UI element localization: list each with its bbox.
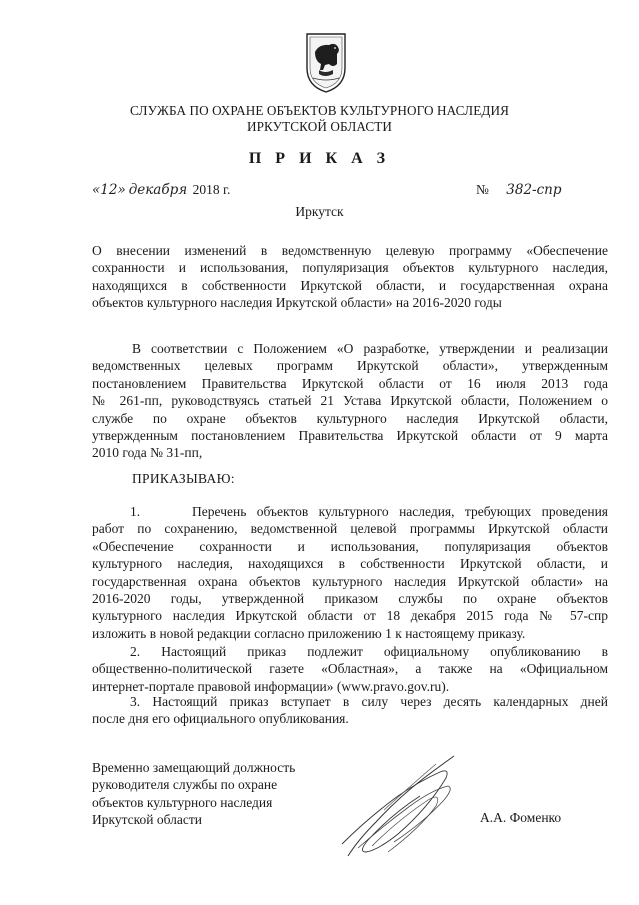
order-title xyxy=(92,242,608,312)
signatory-position xyxy=(92,759,295,829)
item3-line: после дня его официального опубликования. xyxy=(92,711,349,727)
order-directive-word: ПРИКАЗЫВАЮ: xyxy=(132,471,235,486)
title-line: О внесении изменений в ведомственную целевую программу «Обеспечение xyxy=(92,243,608,258)
item3-line: 3. Настоящий приказ вступает в силу через десять календарных дней xyxy=(130,694,608,709)
preamble-line: постановлением Правительства Иркутской области от 16 июля 2013 года xyxy=(92,375,608,391)
item1-line: культурного наследия, находящихся в собственности Иркутской области, и xyxy=(92,556,608,572)
org-name-line-2: ИРКУТСКОЙ ОБЛАСТИ xyxy=(246,119,393,134)
date-month-handwritten: декабря xyxy=(128,182,188,198)
item1-line: 1. Перечень объектов культурного наследия, требующих проведения xyxy=(130,504,608,519)
preamble-line: № 261-пп, руководствуясь статьей 21 Устава Иркутской области, Положением о xyxy=(92,393,608,409)
preamble-line: ведомственных целевых программ Иркутской области», утвержденным xyxy=(92,358,608,374)
item1-line: «Обеспечение сохранности и использования, популяризация объектов xyxy=(92,538,608,554)
preamble-line: службе по охране объектов культурного наследия Иркутской области, xyxy=(92,410,608,426)
number-sign: № xyxy=(476,182,489,197)
order-item-2 xyxy=(92,643,608,695)
title-line: объектов культурного наследия Иркутской области» на 2016-2020 годы xyxy=(92,295,502,311)
item1-line: государственная охрана объектов культурного наследия Иркутской области» на xyxy=(92,573,608,589)
signatory-name: А.А. Фоменко xyxy=(480,810,562,825)
title-line: сохранности и использования, популяризация объектов культурного наследия, xyxy=(92,260,608,276)
item2-line: 2. Настоящий приказ подлежит официальному опубликованию в xyxy=(130,644,608,659)
signatory-position-line: Временно замещающий должность xyxy=(92,760,296,775)
signatory-position-line: Иркутской области xyxy=(92,812,203,828)
date-day-handwritten: «12» xyxy=(92,182,126,198)
order-item-1 xyxy=(92,503,608,642)
item1-line: культурного наследия Иркутской области от 18 декабря 2015 года № 57-спр xyxy=(92,608,608,624)
preamble-line: утвержденным постановлением Правительства Иркутской области от 9 марта xyxy=(92,428,608,444)
item2-line: интернет-портале правовой информации» (www.pravo.gov.ru). xyxy=(92,678,450,694)
preamble-line: В соответствии с Положением «О разработке, утверждении и реализации xyxy=(132,341,608,356)
date-year: 2018 г. xyxy=(192,182,231,197)
number-value-handwritten: 382-спр xyxy=(506,182,562,198)
order-date xyxy=(92,182,230,198)
order-item-3 xyxy=(92,693,608,728)
city-name: Иркутск xyxy=(295,204,344,219)
item1-line: изложить в новой редакции согласно приложению 1 к настоящему приказу. xyxy=(92,625,526,641)
title-line: находящихся в собственности Иркутской области, и государственная охрана xyxy=(92,277,608,293)
preamble-line: 2010 года № 31-пп, xyxy=(92,445,203,461)
signatory-position-line: руководителя службы по охране xyxy=(92,777,278,793)
document-type-heading: П Р И К А З xyxy=(248,150,391,167)
org-name-line-1: СЛУЖБА ПО ОХРАНЕ ОБЪЕКТОВ КУЛЬТУРНОГО НАСЛЕДИЯ xyxy=(129,103,509,118)
item2-line: общественно-политической газете «Областная», а также на «Официальном xyxy=(92,661,608,677)
handwritten-signature xyxy=(328,748,478,868)
item1-line: работ по сохранению, ведомственной целевой программы Иркутской области xyxy=(92,521,608,537)
preamble-paragraph xyxy=(92,340,608,462)
irkutsk-coat-of-arms-icon xyxy=(303,28,349,94)
signatory-position-line: объектов культурного наследия xyxy=(92,794,273,810)
order-number xyxy=(476,182,562,198)
item1-line: 2016-2020 годы, утвержденной приказом службы по охране объектов xyxy=(92,591,608,607)
